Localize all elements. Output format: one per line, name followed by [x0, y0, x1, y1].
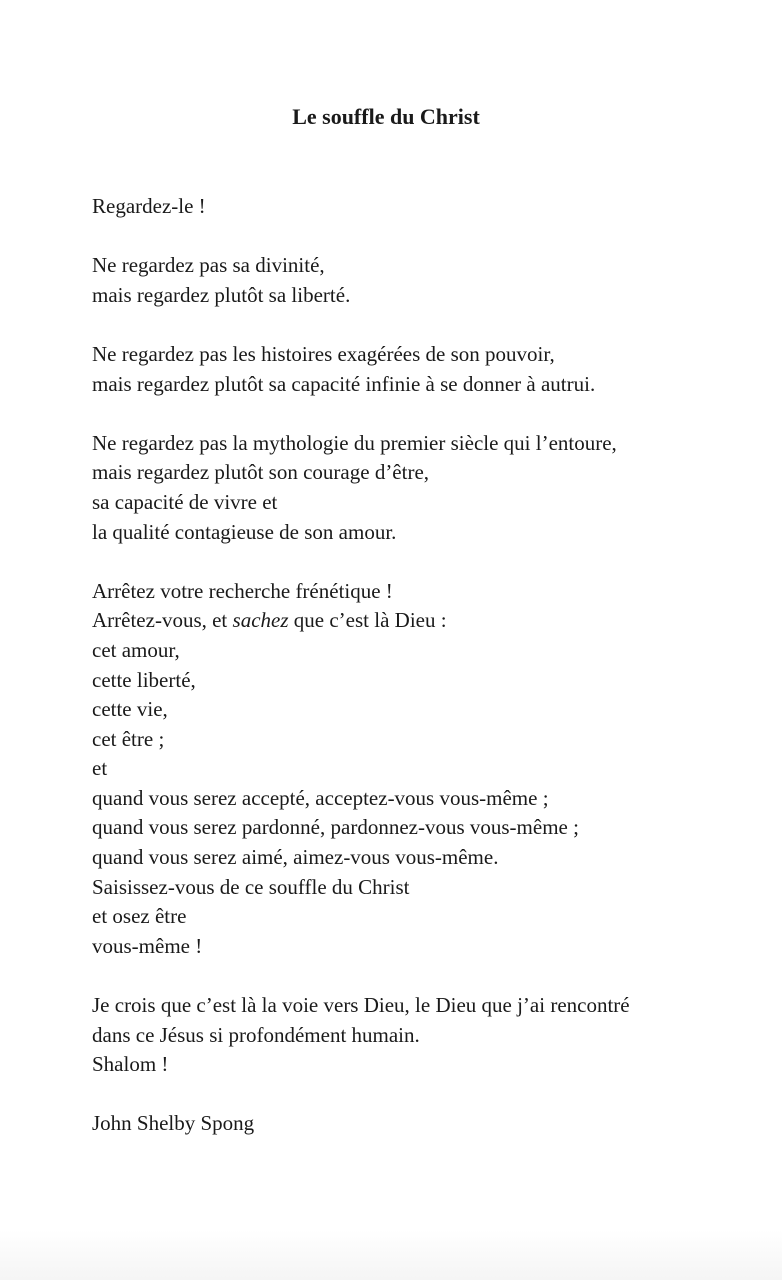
poem-line: cette liberté,	[92, 667, 196, 692]
author-name: John Shelby Spong	[92, 1111, 255, 1136]
stanza-4	[92, 429, 752, 547]
poem-line: la qualité contagieuse de son amour.	[92, 519, 397, 544]
poem-line: cet amour,	[92, 637, 180, 662]
poem-line: mais regardez plutôt son courage d’être,	[92, 460, 430, 485]
poem-line-with-emphasis	[92, 606, 752, 636]
poem-line: cette vie,	[92, 697, 168, 722]
stanza-5	[92, 577, 752, 962]
poem-line: mais regardez plutôt sa liberté.	[92, 282, 351, 307]
poem-line: sa capacité de vivre et	[92, 489, 278, 514]
poem-line: Saisissez-vous de ce souffle du Christ	[92, 874, 410, 899]
stanza-3	[92, 340, 752, 399]
poem-body	[92, 192, 752, 1169]
poem-line: et	[92, 756, 108, 781]
poem-line: dans ce Jésus si profondément humain.	[92, 1022, 420, 1047]
poem-line: Ne regardez pas la mythologie du premier siècle qui l’entoure,	[92, 430, 617, 455]
poem-line: mais regardez plutôt sa capacité infinie à se donner à autrui.	[92, 371, 596, 396]
poem-line: Ne regardez pas les histoires exagérées de son pouvoir,	[92, 341, 555, 366]
stanza-1	[92, 192, 752, 222]
poem-line: quand vous serez pardonné, pardonnez-vous vous-même ;	[92, 815, 579, 840]
line-text-after: que c’est là Dieu :	[288, 608, 447, 633]
poem-line: quand vous serez aimé, aimez-vous vous-même.	[92, 845, 499, 870]
poem-line: Ne regardez pas sa divinité,	[92, 253, 325, 278]
poem-line: Je crois que c’est là la voie vers Dieu, le Dieu que j’ai rencontré	[92, 993, 630, 1018]
poem-line: Regardez-le !	[92, 194, 206, 218]
poem-line: quand vous serez accepté, acceptez-vous vous-même ;	[92, 785, 549, 810]
poem-title: Le souffle du Christ	[292, 104, 480, 129]
stanza-6	[92, 991, 752, 1080]
poem-line: et osez être	[92, 904, 187, 929]
page-bleed-through	[0, 1230, 782, 1280]
stanza-2	[92, 251, 752, 310]
author-signature	[92, 1109, 752, 1139]
line-text-before: Arrêtez-vous, et	[92, 608, 233, 633]
emphasized-word: sachez	[232, 608, 289, 633]
poem-line: cet être ;	[92, 726, 165, 751]
poem-line: vous-même !	[92, 933, 203, 958]
poem-line: Arrêtez votre recherche frénétique !	[92, 578, 393, 603]
poem-line: Shalom !	[92, 1052, 169, 1077]
